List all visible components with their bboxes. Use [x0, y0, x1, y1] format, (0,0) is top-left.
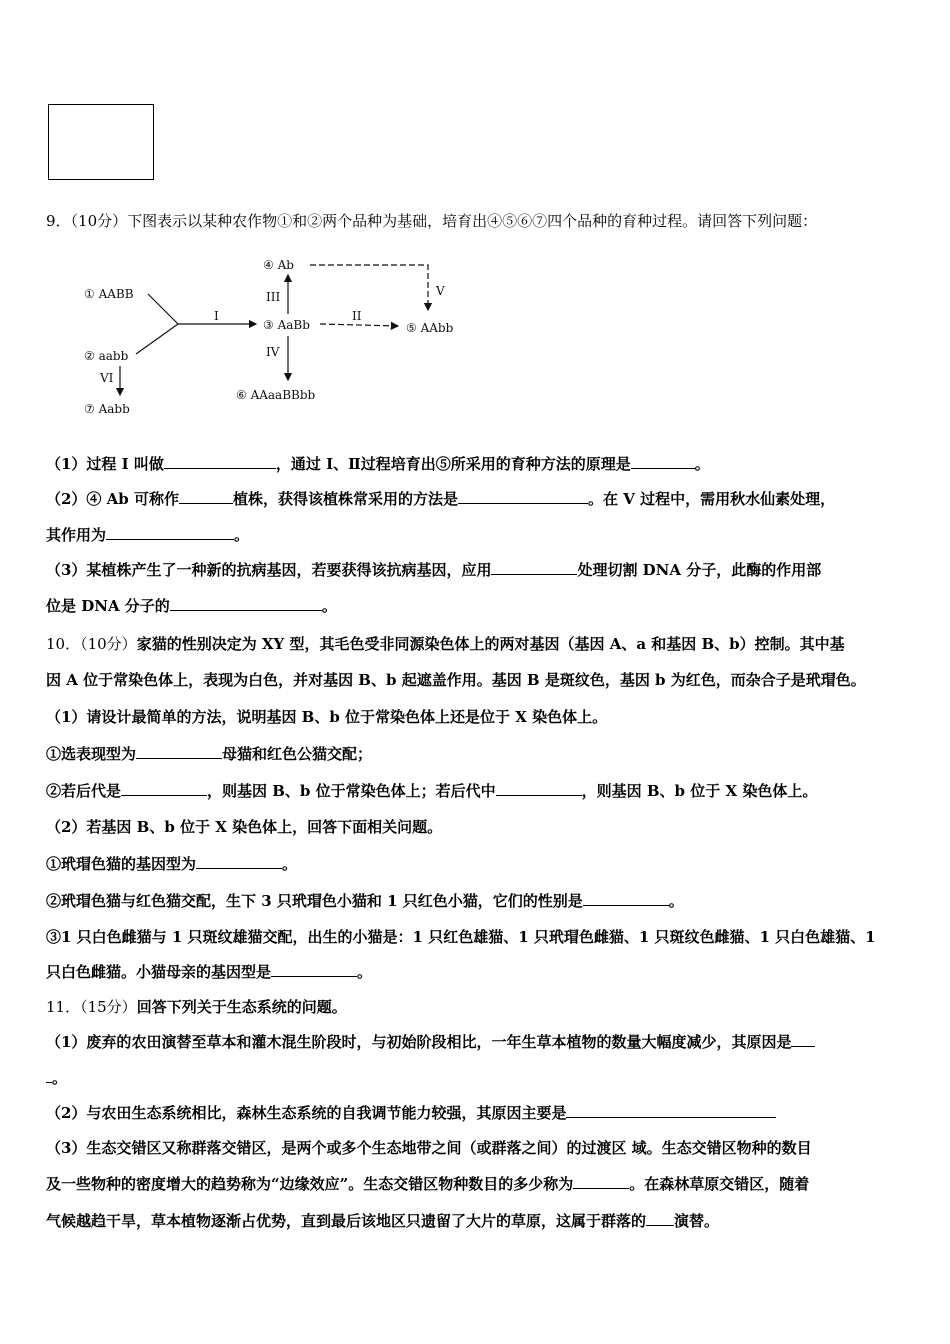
node-4: ④ Ab: [263, 258, 294, 272]
label-I: I: [214, 309, 219, 323]
q11-sub3-cont1: 及一些物种的密度增大的趋势称为“边缘效应”。生态交错区物种数目的多少称为 。在森林草原交错区，随着: [46, 1175, 810, 1193]
q11-header: 11．（15分）回答下列关于生态系统的问题。: [46, 998, 347, 1016]
q11-sub3-cont2: 气候越趋干旱，草本植物逐渐占优势，直到最后该地区只遗留了大片的草原，这属于群落的 演替。: [46, 1212, 720, 1230]
node-3: ③ AaBb: [263, 318, 310, 332]
q9-sub2-cont: 其作用为 。: [46, 526, 250, 544]
edge-2: [136, 324, 178, 354]
q10-sub1: （1）请设计最简单的方法，说明基因 B、b 位于常染色体上还是位于 X 染色体上。: [46, 708, 608, 726]
node-5: ⑤ AAbb: [406, 321, 454, 335]
label-II: II: [352, 309, 362, 323]
node-2: ② aabb: [84, 349, 129, 363]
q9-sub2: （2）④ Ab 可称作 植株，获得该植株常采用的方法是 。在 V 过程中，需用秋水仙素处理，: [46, 490, 836, 508]
node-7: ⑦ Aabb: [84, 402, 130, 416]
breeding-diagram: [70, 248, 490, 418]
edge-1: [148, 294, 178, 324]
q10-sub2-a: ①玳瑁色猫的基因型为 。: [46, 855, 298, 873]
q9-sub3-cont: 位是 DNA 分子的 。: [46, 597, 337, 615]
q11-sub3: （3）生态交错区又称群落交错区，是两个或多个生态地带之间（或群落之间）的过渡区 域。生态交错区物种的数目: [46, 1139, 812, 1157]
q10-sub2: （2）若基因 B、b 位于 X 染色体上，回答下面相关问题。: [46, 818, 443, 836]
node-6: ⑥ AAaaBBbb: [236, 388, 316, 402]
node-1: ① AABB: [84, 287, 134, 301]
answer-box: [48, 104, 154, 180]
edge-V: [310, 265, 428, 310]
q10-sub1-a: ①选表现型为 母猫和红色公猫交配；: [46, 745, 373, 763]
label-III: III: [266, 290, 281, 304]
label-VI: VI: [100, 371, 114, 385]
label-IV: IV: [266, 345, 280, 359]
label-V: V: [436, 284, 445, 298]
q10-sub2-c: ③1 只白色雌猫与 1 只斑纹雄猫交配，出生的小猫是：1 只红色雄猫、1 只玳瑁色雌猫、1 只斑纹色雌猫、1 只白色雄猫、1: [46, 928, 876, 946]
q10-sub2-c-cont: 只白色雌猫。小猫母亲的基因型是 。: [46, 963, 373, 981]
q9-header: 9．（10分）下图表示以某种农作物①和②两个品种为基础，培育出④⑤⑥⑦四个品种的育种过程。请回答下列问题：: [46, 212, 818, 230]
q9-sub3: （3）某植株产生了一种新的抗病基因，若要获得该抗病基因，应用 处理切割 DNA 分子，此酶的作用部: [46, 561, 822, 579]
q11-sub2: （2）与农田生态系统相比，森林生态系统的自我调节能力较强，其原因主要是: [46, 1103, 776, 1123]
q10-header: 10．（10分）家猫的性别决定为 XY 型，其毛色受非同源染色体上的两对基因（基因 A、a 和基因 B、b）控制。其中基: [46, 635, 845, 653]
q11-sub1: （1）废弃的农田演替至草本和灌木混生阶段时，与初始阶段相比，一年生草本植物的数量大幅度减少，其原因是: [46, 1032, 815, 1052]
q11-sub1-cont: 。: [46, 1068, 67, 1088]
q9-sub1: （1）过程 I 叫做 ，通过 I、Ⅱ过程培育出⑤所采用的育种方法的原理是 。: [46, 455, 710, 473]
q10-header-cont: 因 A 位于常染色体上，表现为白色，并对基因 B、b 起遮盖作用。基因 B 是斑纹色，基因 b 为红色，而杂合子是玳瑁色。: [46, 671, 866, 689]
q10-sub1-b: ②若后代是 ，则基因 B、b 位于常染色体上；若后代中 ，则基因 B、b 位于 X 染色体上。: [46, 782, 818, 800]
edge-II: [320, 324, 398, 326]
q10-sub2-b: ②玳瑁色猫与红色猫交配，生下 3 只玳瑁色小猫和 1 只红色小猫，它们的性别是 。: [46, 892, 684, 910]
